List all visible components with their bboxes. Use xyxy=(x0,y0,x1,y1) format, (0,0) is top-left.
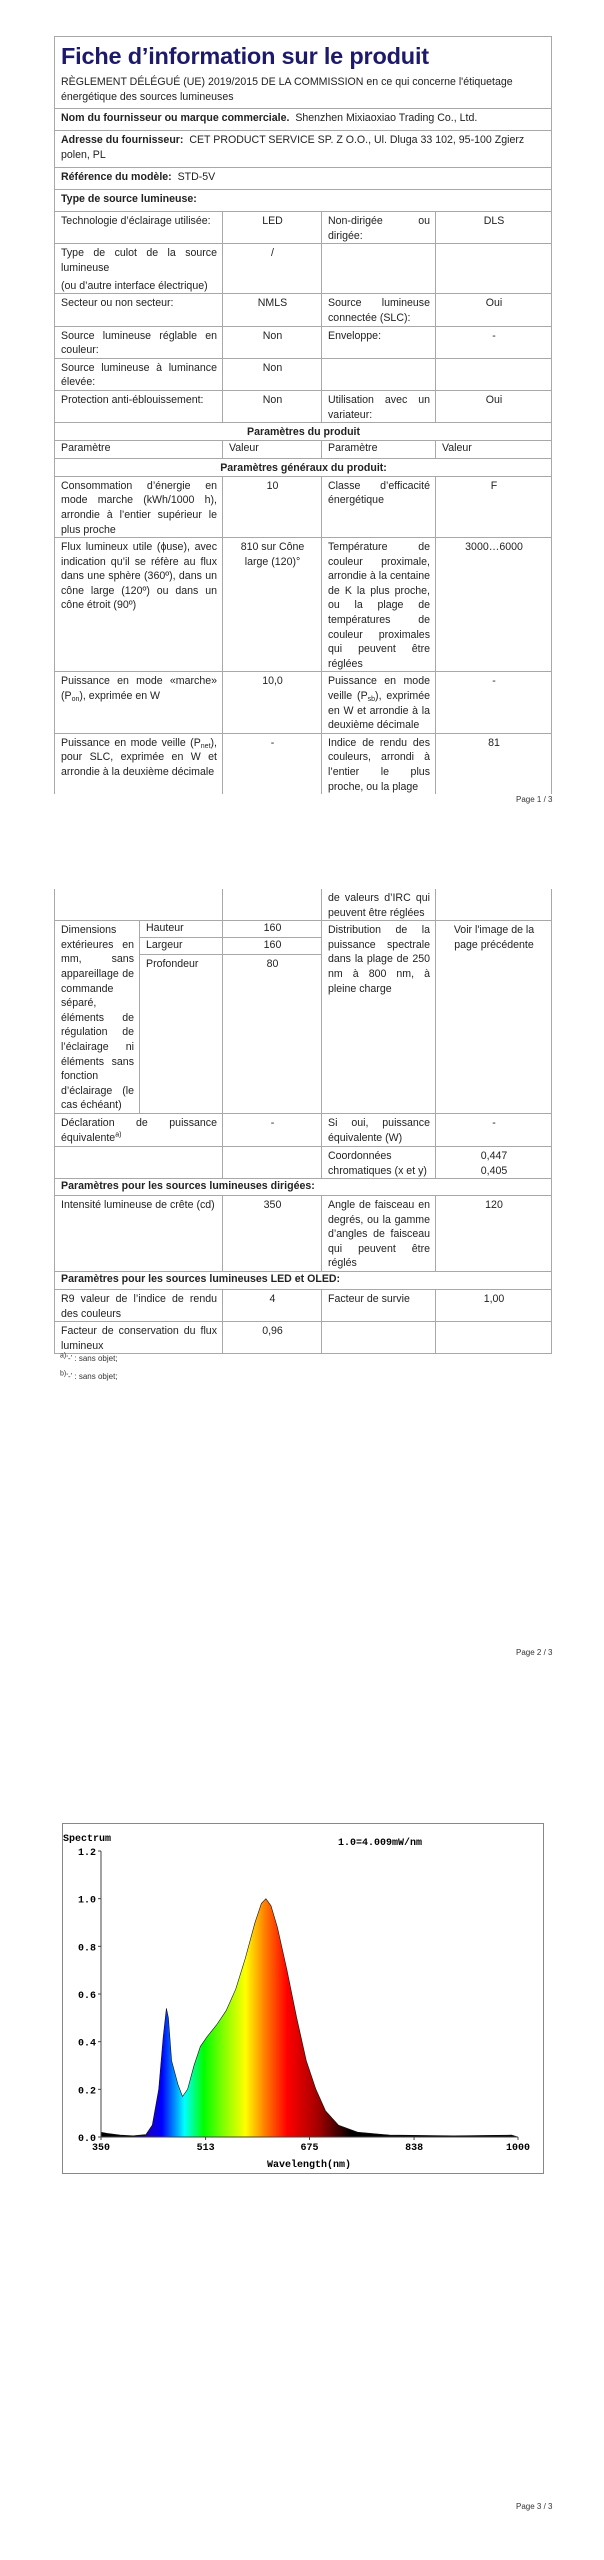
column-header: Valeur xyxy=(436,441,552,459)
chroma-x: 0,447 xyxy=(480,1149,508,1162)
footnote xyxy=(60,1354,118,1363)
param-value: Oui xyxy=(436,294,552,326)
header-cell xyxy=(55,37,552,109)
table-row xyxy=(55,212,552,244)
param-label xyxy=(322,358,436,390)
spectrum-chart xyxy=(62,1823,544,2175)
param-value: 4 xyxy=(223,1290,322,1322)
column-header: Paramètre xyxy=(55,441,223,459)
param-value: 810 sur Cône large (120)° xyxy=(223,538,322,672)
table-row xyxy=(55,326,552,358)
y-tick-label: 0.6 xyxy=(77,1991,96,2002)
params-title: Paramètres du produit xyxy=(55,423,552,441)
param-label: Distribution de la puissance spectrale dans la plage de 250 nm à 800 nm, à pleine charge xyxy=(322,921,436,1114)
param-value xyxy=(436,244,552,294)
dim-label: Largeur xyxy=(140,938,223,955)
page-1 xyxy=(0,0,604,860)
x-tick-label: 675 xyxy=(300,2143,319,2154)
table-row xyxy=(55,733,552,794)
y-tick-label: 1.2 xyxy=(77,1848,96,1859)
param-value: 3000…6000 xyxy=(436,538,552,672)
param-label: Non-dirigée ou dirigée: xyxy=(322,212,436,244)
param-value: F xyxy=(436,476,552,537)
table-row xyxy=(55,672,552,733)
param-label: Intensité lumineuse de crête (cd) xyxy=(55,1196,223,1272)
param-value xyxy=(436,358,552,390)
param-value: - xyxy=(436,672,552,733)
supplier-name: Shenzhen Mixiaoxiao Trading Co., Ltd. xyxy=(295,112,478,125)
param-value: Oui xyxy=(436,390,552,422)
product-info-table-page-1 xyxy=(54,36,552,794)
psb-label-end: ), exprimée en W et arrondie à la deuxième décimale xyxy=(328,690,430,732)
footnote-text: ‘-’ : sans objet; xyxy=(66,1372,118,1381)
param-label: Température de couleur proximale, arrondie à la centaine de K la plus proche, ou la plage de températures de couleur proximales qui peuvent être réglées xyxy=(322,538,436,672)
param-value: - xyxy=(223,1113,322,1146)
table-row xyxy=(55,1146,552,1178)
param-label: de valeurs d’IRC qui peuvent être réglées xyxy=(322,889,436,921)
param-label xyxy=(55,733,223,794)
x-tick-label: 1000 xyxy=(505,2143,531,2154)
led-title: Paramètres pour les sources lumineuses LED et OLED: xyxy=(55,1272,552,1290)
product-info-table-page-2 xyxy=(54,889,552,1354)
page-2 xyxy=(0,860,604,1720)
param-value: 10 xyxy=(223,476,322,537)
param-value: 1,00 xyxy=(436,1290,552,1322)
y-tick-label: 0.0 xyxy=(77,2134,96,2145)
param-label xyxy=(55,1113,223,1146)
param-value: Non xyxy=(223,326,322,358)
table-row xyxy=(55,889,552,921)
footnote-mark: b) xyxy=(60,1370,67,1378)
param-label: Source lumineuse à luminance élevée: xyxy=(55,358,223,390)
param-label: Dimensions extérieures en mm, sans appareillage de commande séparé, éléments de régulation de l’éclairage ni éléments sans fonction d’éclairage (le cas échéant) xyxy=(55,921,140,1114)
param-label xyxy=(322,672,436,733)
model-ref: STD-5V xyxy=(177,171,216,184)
y-tick-label: 1.0 xyxy=(77,1895,96,1907)
empty-cell xyxy=(223,889,322,921)
y-tick-label: 0.2 xyxy=(77,2086,96,2098)
param-label: Secteur ou non secteur: xyxy=(55,294,223,326)
table-row xyxy=(55,390,552,422)
page-number: Page 3 / 3 xyxy=(516,2502,553,2511)
pnet-label: Puissance en mode veille (P xyxy=(61,736,201,749)
param-label xyxy=(322,244,436,294)
table-row xyxy=(55,244,552,294)
param-label: Source lumineuse réglable en couleur: xyxy=(55,326,223,358)
empty-cell xyxy=(322,1322,436,1354)
supplier-address: CET PRODUCT SERVICE SP. Z O.O., Ul. Dluga 33 102, 95-100 Zgierz polen, PL xyxy=(61,134,525,161)
column-header: Valeur xyxy=(223,441,322,459)
pon-label-end: ), exprimée en W xyxy=(79,690,161,703)
param-value: Non xyxy=(223,390,322,422)
param-label: Facteur de conservation du flux lumineux xyxy=(55,1322,223,1354)
directed-title: Paramètres pour les sources lumineuses dirigées: xyxy=(55,1179,552,1196)
footnote-text: ‘-’ : sans objet; xyxy=(66,1354,118,1363)
page-number: Page 1 / 3 xyxy=(516,795,553,804)
param-value: Voir l'image de la page précédente xyxy=(436,921,552,1114)
x-tick-label: 350 xyxy=(91,2143,111,2154)
culot-note: (ou d’autre interface électrique) xyxy=(61,279,208,292)
param-value: 0,96 xyxy=(223,1322,322,1354)
param-value: / xyxy=(223,244,322,294)
equiv-label: Déclaration de puissance équivalente xyxy=(61,1116,217,1144)
column-header: Paramètre xyxy=(322,441,436,459)
param-value xyxy=(436,1146,552,1178)
table-row xyxy=(55,1322,552,1354)
regulation-text: RÈGLEMENT DÉLÉGUÉ (UE) 2019/2015 DE LA COMMISSION en ce qui concerne l'étiquetage énergétique des sources lumineuses xyxy=(61,76,513,103)
empty-cell xyxy=(436,889,552,921)
psb-sub: sb xyxy=(367,696,376,704)
supplier-address-label: Adresse du fournisseur: xyxy=(61,134,184,147)
table-row xyxy=(55,921,552,938)
y-tick-label: 0.8 xyxy=(77,1943,96,1955)
chart-title: Spectrum xyxy=(63,1834,112,1845)
footnote xyxy=(60,1372,118,1381)
dim-value: 160 xyxy=(223,938,322,955)
column-headers xyxy=(55,441,552,459)
param-value: LED xyxy=(223,212,322,244)
param-label: Angle de faisceau en degrés, ou la gamme d’angles de faisceau qui peuvent être réglés xyxy=(322,1196,436,1272)
culot-label: Type de culot de la source lumineuse xyxy=(61,247,217,274)
general-title: Paramètres généraux du produit: xyxy=(55,459,552,477)
empty-cell xyxy=(223,1146,322,1178)
param-value: Non xyxy=(223,358,322,390)
dim-value: 160 xyxy=(223,921,322,938)
param-label: Coordonnées chromatiques (x et y) xyxy=(322,1146,436,1178)
param-label: Protection anti-éblouissement: xyxy=(55,390,223,422)
x-tick-label: 838 xyxy=(405,2143,424,2154)
pon-sub: on xyxy=(71,696,80,704)
param-value: DLS xyxy=(436,212,552,244)
dim-value: 80 xyxy=(223,955,322,1113)
param-value: 81 xyxy=(436,733,552,794)
param-label: Consommation d’énergie en mode marche (kWh/1000 h), arrondie à l’entier supérieur le plus proche xyxy=(55,476,223,537)
y-tick-label: 0.4 xyxy=(77,2038,96,2050)
param-label xyxy=(55,672,223,733)
supplier-name-label: Nom du fournisseur ou marque commerciale. xyxy=(61,112,290,125)
table-row xyxy=(55,538,552,672)
table-row xyxy=(55,294,552,326)
param-label: Utilisation avec un variateur: xyxy=(322,390,436,422)
empty-cell xyxy=(55,1146,223,1178)
x-axis-label: Wavelength(nm) xyxy=(266,2160,352,2171)
table-row xyxy=(55,1113,552,1146)
table-row xyxy=(55,1196,552,1272)
page-number: Page 2 / 3 xyxy=(516,1648,553,1657)
model-ref-row xyxy=(55,168,552,190)
empty-cell xyxy=(436,1322,552,1354)
empty-cell xyxy=(55,889,223,921)
param-label: R9 valeur de l’indice de rendu des couleurs xyxy=(55,1290,223,1322)
supplier-address-row xyxy=(55,131,552,168)
param-value: 350 xyxy=(223,1196,322,1272)
param-label: Classe d’efficacité énergétique xyxy=(322,476,436,537)
footnote-ref: a) xyxy=(115,1130,122,1138)
table-row xyxy=(55,1290,552,1322)
param-label: Enveloppe: xyxy=(322,326,436,358)
param-value: - xyxy=(436,1113,552,1146)
param-value: - xyxy=(436,326,552,358)
dim-label: Hauteur xyxy=(140,921,223,938)
page-title: Fiche d’information sur le produit xyxy=(61,43,429,69)
supplier-name-row xyxy=(55,109,552,131)
table-row xyxy=(55,476,552,537)
param-value: NMLS xyxy=(223,294,322,326)
param-label: Si oui, puissance équivalente (W) xyxy=(322,1113,436,1146)
dim-label: Profondeur xyxy=(140,955,223,1113)
param-value: - xyxy=(223,733,322,794)
param-value: 120 xyxy=(436,1196,552,1272)
param-label: Source lumineuse connectée (SLC): xyxy=(322,294,436,326)
param-label: Facteur de survie xyxy=(322,1290,436,1322)
chart-annotation: 1.0=4.009mW/nm xyxy=(338,1838,423,1849)
param-label xyxy=(55,244,223,294)
pon-label: Puissance en mode «marche» (P xyxy=(61,675,217,703)
param-label: Indice de rendu des couleurs, arrondi à l’entier le plus proche, ou la plage xyxy=(322,733,436,794)
footnote-mark: a) xyxy=(60,1352,67,1360)
chroma-y: 0,405 xyxy=(480,1164,508,1177)
x-tick-label: 513 xyxy=(196,2143,215,2154)
param-label: Flux lumineux utile (ϕuse), avec indication qu’il se réfère au flux dans une sphère (360º), dans un cône large (120º) ou dans un cône étroit (90º) xyxy=(55,538,223,672)
pnet-sub: net xyxy=(200,742,211,750)
model-ref-label: Référence du modèle: xyxy=(61,171,172,184)
source-type-label: Type de source lumineuse: xyxy=(55,190,552,212)
param-value: 10,0 xyxy=(223,672,322,733)
table-row xyxy=(55,358,552,390)
param-label: Technologie d’éclairage utilisée: xyxy=(55,212,223,244)
psb-label: Puissance en mode veille (P xyxy=(328,675,430,703)
pnet-label-end: ), pour SLC, exprimée en W et arrondie à la deuxième décimale xyxy=(61,736,217,778)
